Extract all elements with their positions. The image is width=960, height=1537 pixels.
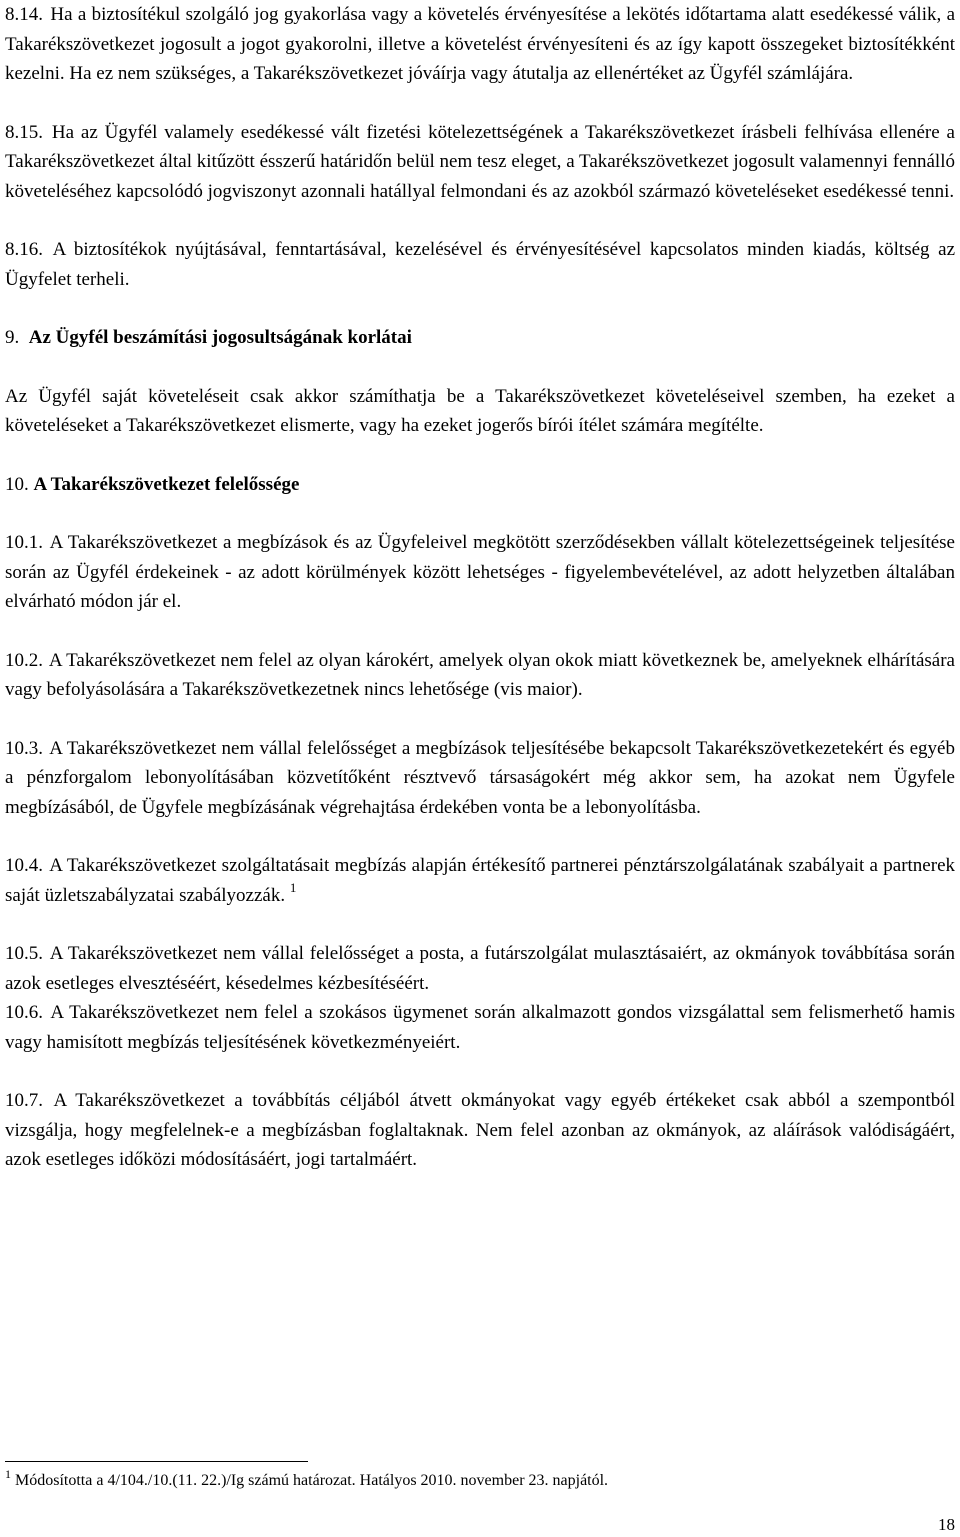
footnote	[5, 1467, 955, 1492]
paragraph-10-5	[5, 939, 955, 998]
footnote-reference[interactable]: 1	[289, 879, 297, 895]
paragraph-text: Az Ügyfél saját követeléseit csak akkor számíthatja be a Takarékszövetkezet követeléseivel szemben, ha ezeket a követeléseket a Takarékszövetkezet elismerte, vagy ha ezeket jogerős bírói ítélet számára megítélte.	[5, 385, 955, 436]
paragraph-text: A Takarékszövetkezet nem vállal felelősséget a posta, a futárszolgálat mulasztásaiért, az okmányok továbbítása során azok esetleges elvesztéséért, késedelmes kézbesítéséért.	[5, 943, 955, 994]
section-title: A Takarékszövetkezet felelőssége	[33, 473, 300, 495]
paragraph-number: 10.1.	[5, 532, 43, 553]
paragraph-text: Ha az Ügyfél valamely esedékessé vált fizetési kötelezettségének a Takarékszövetkezet írásbeli felhívása ellenére a Takarékszövetkezet által kitűzött ésszerű határidőn belül nem tesz eleget, a Takarékszövetkezet jogosult valamennyi fennálló követeléséhez kapcsolódó jogviszonyt azonnali hatállyal felmondani és az azokból származó követeléseket esedékessé tenni.	[5, 121, 955, 202]
paragraph-number: 10.7.	[5, 1090, 43, 1111]
paragraph-text: A Takarékszövetkezet nem felel a szokásos ügymenet során alkalmazott gondos vizsgálattal sem felismerhető hamis vagy hamisított megbízás teljesítésének következményeiért.	[5, 1002, 955, 1053]
paragraph-text: A Takarékszövetkezet nem vállal felelősséget a megbízások teljesítésébe bekapcsolt Takarékszövetkezetekért és egyéb a pénzforgalom lebonyolításában közvetítőként résztvevő társaságokért még akkor sem, ha azokat nem Ügyfele megbízásából, de Ügyfele megbízásának végrehajtása érdekében vonta be a lebonyolításba.	[5, 737, 955, 818]
paragraph-8-14	[5, 0, 955, 89]
page-number: 18	[938, 1515, 955, 1534]
section-title: Az Ügyfél beszámítási jogosultságának korlátai	[28, 327, 412, 348]
section-heading-10	[5, 470, 955, 500]
paragraph-number: 8.14.	[5, 4, 43, 25]
paragraph-number: 10.3.	[5, 737, 43, 759]
paragraph-number: 10.6.	[5, 1002, 43, 1023]
paragraph-10-4	[5, 851, 955, 910]
paragraph-number: 10.2.	[5, 649, 43, 671]
paragraph-text: A Takarékszövetkezet a továbbítás céljából átvett okmányokat vagy egyéb értékeket csak abból a szempontból vizsgálja, hogy megfelelnek-e a megbízásban foglaltaknak. Nem felel azonban az okmányok, az aláírások valódiságáért, azok esetleges időközi módosításáért, jogi tartalmáért.	[5, 1090, 955, 1170]
paragraph-text: A Takarékszövetkezet nem felel az olyan károkért, amelyek olyan okok miatt következnek be, amelyeknek elhárítására vagy befolyásolására a Takarékszövetkezetnek nincs lehetősége (vis maior).	[5, 649, 955, 700]
section-number: 9.	[5, 327, 20, 348]
paragraph-8-15	[5, 118, 955, 207]
paragraph-number: 10.4.	[5, 855, 43, 876]
paragraph-text: A Takarékszövetkezet szolgáltatásait megbízás alapján értékesítő partnerei pénztárszolgálatának szabályait a partnerek saját üzletszabályzatai szabályozzák.	[5, 855, 956, 906]
paragraph-text: A biztosítékok nyújtásával, fenntartásával, kezelésével és érvényesítésével kapcsolatos minden kiadás, költség az Ügyfelet terheli.	[5, 239, 955, 290]
paragraph-9-body	[5, 382, 955, 441]
footnote-marker: 1	[5, 1467, 11, 1481]
paragraph-number: 8.15.	[5, 121, 43, 143]
section-number: 10.	[5, 473, 29, 495]
paragraph-10-3	[5, 734, 955, 823]
paragraph-10-7	[5, 1086, 955, 1175]
paragraph-text: A Takarékszövetkezet a megbízások és az Ügyfeleivel megkötött szerződésekben vállalt kötelezettségeinek teljesítése során az Ügyfél érdekeinek - az adott körülmények között lehetséges - figyelembevételével, az adott helyzetben általában elvárható módon jár el.	[5, 532, 955, 612]
paragraph-10-2	[5, 646, 955, 705]
footnote-divider	[5, 1461, 308, 1462]
paragraph-text: Ha a biztosítékul szolgáló jog gyakorlása vagy a követelés érvényesítése a lekötés időtartama alatt esedékessé válik, a Takarékszövetkezet jogosult a jogot gyakorolni, illetve a követelést érvényesíteni és az így kapott összegeket biztosítékként kezelni. Ha ez nem szükséges, a Takarékszövetkezet jóváírja vagy átutalja az ellenértéket az Ügyfél számlájára.	[5, 4, 956, 84]
footnote-text: Módosította a 4/104./10.(11. 22.)/Ig számú határozat. Hatályos 2010. november 23. napjától.	[15, 1472, 609, 1489]
paragraph-number: 10.5.	[5, 943, 43, 964]
paragraph-10-6	[5, 998, 955, 1057]
section-heading-9	[5, 323, 955, 353]
paragraph-10-1	[5, 528, 955, 617]
paragraph-8-16	[5, 235, 955, 294]
document-page	[5, 0, 955, 1175]
paragraph-number: 8.16.	[5, 239, 43, 260]
